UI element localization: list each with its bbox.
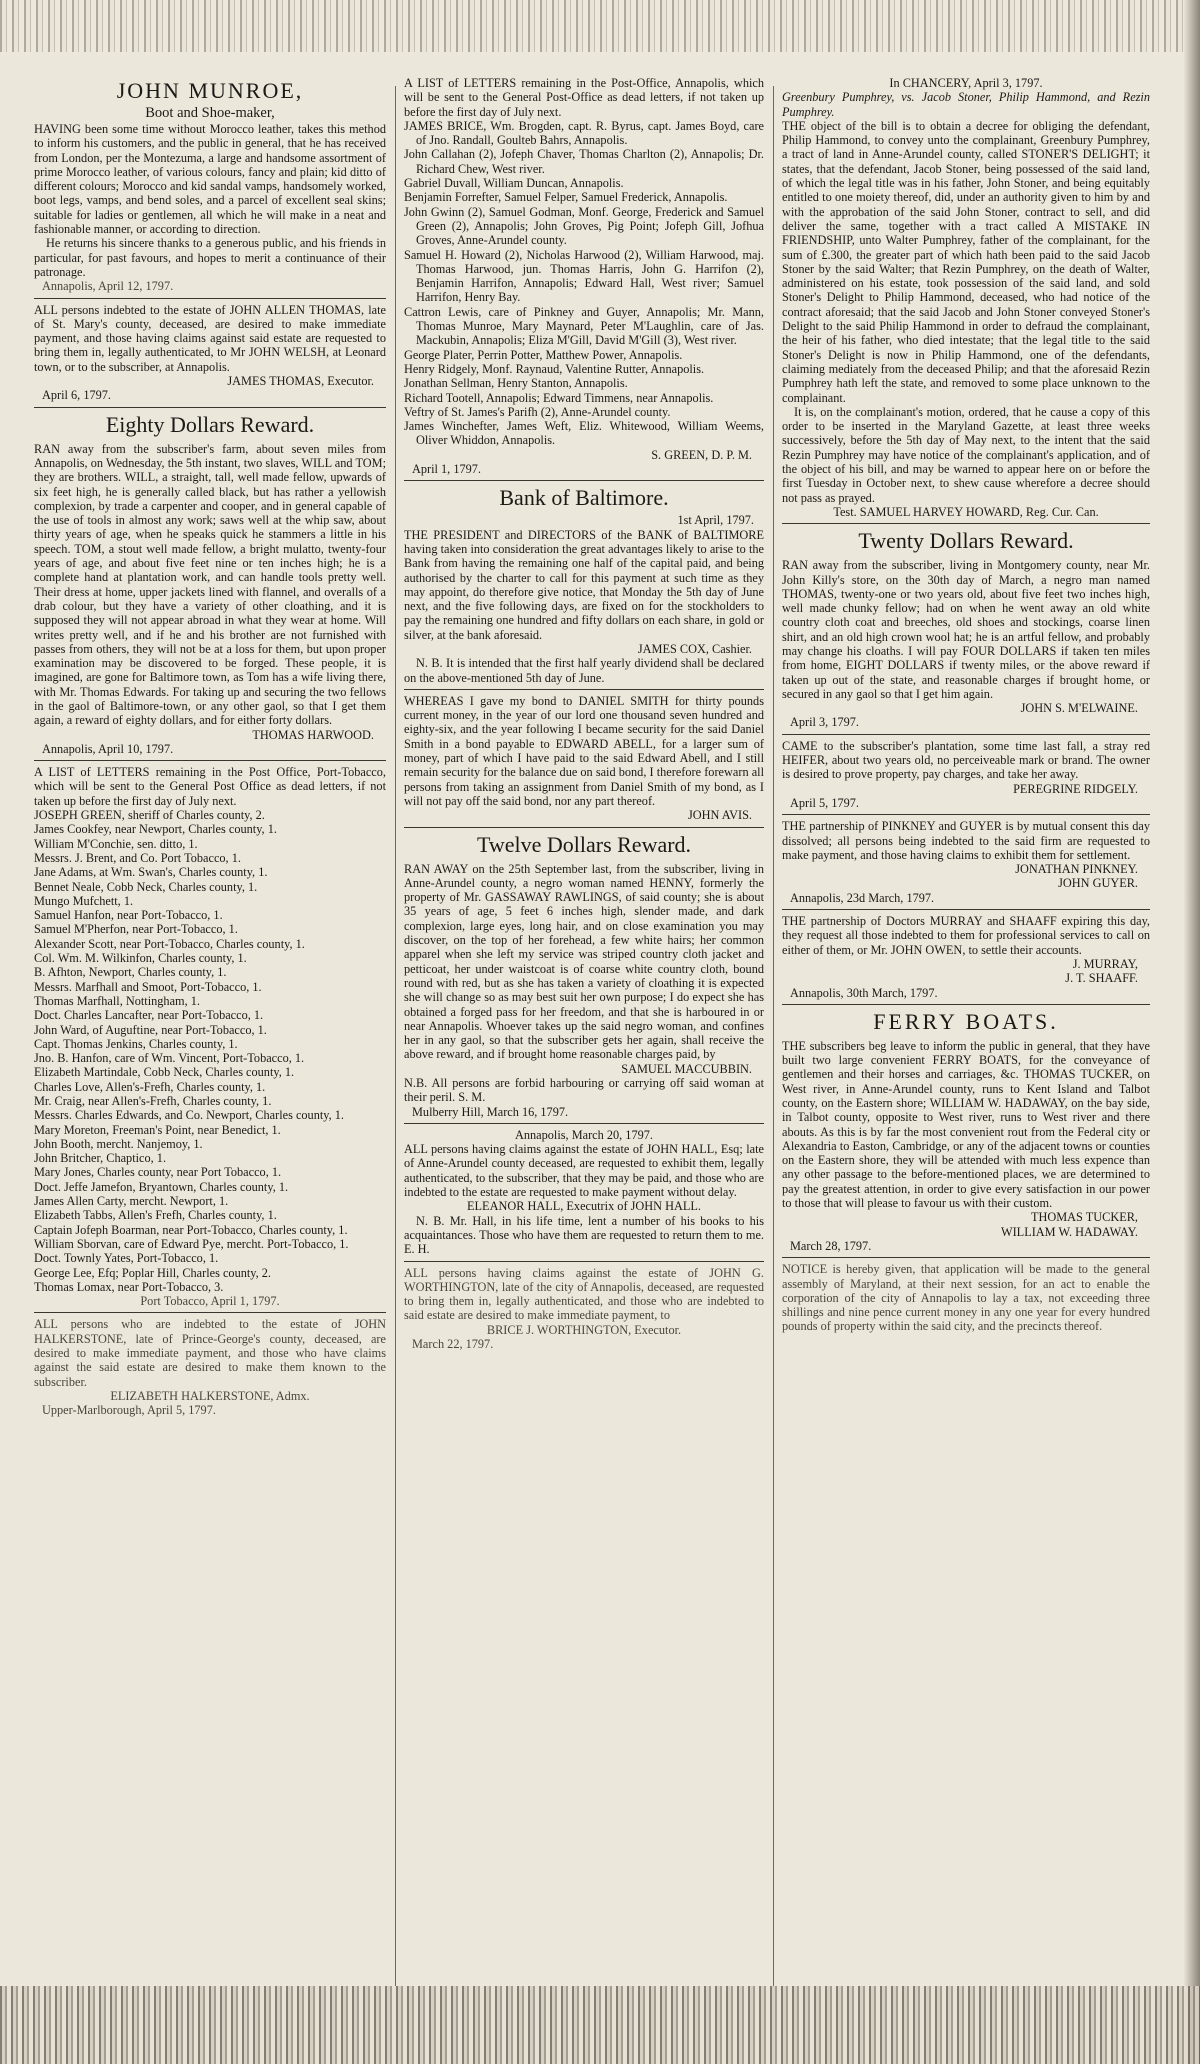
letter-list-item: Samuel H. Howard (2), Nicholas Harwood (2), William Harwood, maj. Thomas Harwood, jun. Thomas Harris, John G. Harrifon (2), Benjamin Harrifon, Annapolis; Edward Hall, West river; Samuel Harrifon, Henry Bay. [404, 247, 764, 305]
munroe-body: HAVING been some time without Morocco leather, takes this method to inform his customers, and the public in general, that he has received from London, per the Montezuma, a large and handsome assortment of prime Morocco leather, of various colours, fancy and plain; kid ditto of different colours; Morocco and kid sandal vamps, handsomely worked, boot legs, vamps, and bend soles, and a parcel of excellent seal skins; suitable for ladies or gentlemen, all which he will make in a neat and fashionable manner, or according to direction. [34, 122, 386, 237]
twelve-dollars-signer: SAMUEL MACCUBBIN. [621, 1061, 752, 1076]
separator [782, 1257, 1150, 1258]
munroe-date: Annapolis, April 12, 1797. [42, 279, 174, 294]
eighty-dollars-signer: THOMAS HARWOOD. [252, 727, 374, 742]
twelve-dollars-date: Mulberry Hill, March 16, 1797. [412, 1104, 569, 1119]
letter-list-item: Bennet Neale, Cobb Neck, Charles county, 1. [34, 879, 258, 894]
letter-list-item: James Allen Carty, mercht. Newport, 1. [34, 1194, 229, 1209]
chancery-parties: Greenbury Pumphrey, vs. Jacob Stoner, Philip Hammond, and Rezin Pumphrey. [782, 90, 1150, 119]
shaaff-signer: J. T. SHAAFF. [1065, 971, 1138, 986]
eighty-dollars-body: RAN away from the subscriber's farm, about seven miles from Annapolis, on Wednesday, the 5th instant, two slaves, WILL and TOM; they are brothers. WILL, a straight, tall, well made fellow, upwards of six feet high, he is generally called black, but has rather a yellowish complexion, by trade a carpenter and cooper, and in general capable of the use of tools in almost any work; saws well at the whip saw, about thirty years of age, when he speaks quick he stammers a little in his speech. TOM, a stout well made fellow, a bright mulatto, twenty-four years of age, and about five feet nine or ten inches high; he is a complete hand at plantation work, and can handle tools pretty well. Their dress at home, upper jackets lined with flannel, and overalls of a drab colour, but they have a variety of other cloathing, and it is supposed they will not appear abroad in what they wear at home. Will writes pretty well, and if he and his brother are not furnished with passes from others, they will not be at a loss for them, but upon proper examination may be discovered to be forged. These people, it is imagined, are gone for Baltimore town, as Tom has a wife living there, with Mr. Thomas Edwards. For taking up and securing the two fellows in the gaol of Baltimore-town, or any other gaol, so that I get them again, a reward of eighty dollars, and for either forty dollars. [34, 441, 386, 728]
separator [782, 814, 1150, 815]
munroe-body-2: He returns his sincere thanks to a generous public, and his friends in particular, for past favours, and hopes to merit a continuance of their patronage. [34, 236, 386, 279]
column-rule [773, 86, 774, 1986]
heifer-date: April 5, 1797. [790, 795, 859, 810]
letter-list-item: John Gwinn (2), Samuel Godman, Monf. George, Frederick and Samuel Green (2), Annapolis; John Groves, Pig Point; Jofeph Gill, Jofhua Groves, Anne-Arundel county. [404, 204, 764, 248]
worthington-body: ALL persons having claims against the estate of JOHN G. WORTHINGTON, late of the city of Annapolis, deceased, are requested to bring them in, legally authenticated, and those who are indebted to said estate are desired to make immediate payment, to [404, 1265, 764, 1323]
letter-list-item: William M'Conchie, sen. ditto, 1. [34, 836, 198, 851]
letter-list-item: Thomas Lomax, near Port-Tobacco, 3. [34, 1279, 224, 1294]
letter-list-item: Jonathan Sellman, Henry Stanton, Annapolis. [404, 376, 628, 391]
bank-date: 1st April, 1797. [677, 513, 754, 528]
separator [404, 827, 764, 828]
heifer-ad [782, 739, 1150, 810]
worthington-date: March 22, 1797. [412, 1337, 494, 1352]
letter-list-item: Alexander Scott, near Port-Tobacco, Charles county, 1. [34, 936, 305, 951]
separator [404, 1123, 764, 1124]
letter-list-item: John Callahan (2), Jofeph Chaver, Thomas Charlton (2), Annapolis; Dr. Richard Chew, West river. [404, 147, 764, 176]
eighty-dollars-title: Eighty Dollars Reward. [105, 411, 315, 437]
pinkney-guyer-body: THE partnership of PINKNEY and GUYER is by mutual consent this day dissolved; all persons being indebted to the said firm are requested to make payment, and those having claims to exhibit them for settlement. [782, 819, 1150, 862]
thomas-estate-body: ALL persons indebted to the estate of JOHN ALLEN THOMAS, late of St. Mary's county, deceased, are desired to make immediate payment, and those having claims against said estate are requested to bring them in, legally authenticated, to Mr JOHN WELSH, at Leonard town, or to the subscriber, at Annapolis. [34, 302, 386, 374]
thomas-estate-signer: JAMES THOMAS, Executor. [227, 374, 374, 389]
letter-list-item: Jno. B. Hanfon, care of Wm. Vincent, Port-Tobacco, 1. [34, 1051, 305, 1066]
hall-nb-signer: E. H. [404, 1242, 430, 1257]
letter-list-item: Thomas Marfhall, Nottingham, 1. [34, 993, 200, 1008]
twelve-dollars-nb [404, 1076, 764, 1105]
heifer-body: CAME to the subscriber's plantation, some time last fall, a stray red HEIFER, about two years old, no perceiveable mark or brand. The owner is desired to prove property, pay charges, and take her away. [782, 738, 1150, 782]
annapolis-letters-signer: S. GREEN, D. P. M. [651, 447, 752, 462]
tucker-signer: THOMAS TUCKER, [1030, 1210, 1138, 1225]
letter-list-item: Doct. Charles Lancafter, near Port-Tobacco, 1. [34, 1008, 264, 1023]
notice-ad [782, 1262, 1150, 1333]
letter-list-item: Gabriel Duvall, William Duncan, Annapolis. [404, 176, 624, 191]
port-tobacco-letters-intro: A LIST of LETTERS remaining in the Post Office, Port-Tobacco, which will be sent to the General Post Office as dead letters, if not taken up before the first day of July next. [34, 765, 386, 808]
ferry-boats-ad [782, 1009, 1150, 1253]
letter-list-item: Benjamin Forrefter, Samuel Felper, Samuel Frederick, Annapolis. [404, 190, 728, 205]
letter-list-item: Elizabeth Martindale, Cobb Neck, Charles county, 1. [34, 1065, 295, 1080]
annapolis-letters-list [404, 119, 764, 448]
murray-shaaff-ad [782, 914, 1150, 1000]
port-tobacco-letters-date: Port Tobacco, April 1, 1797. [140, 1294, 280, 1309]
murray-shaaff-date: Annapolis, 30th March, 1797. [790, 985, 938, 1000]
chancery-signer: Test. SAMUEL HARVEY HOWARD, Reg. Cur. Can. [833, 504, 1099, 519]
thomas-estate-date: April 6, 1797. [42, 388, 111, 403]
halkerstone-body: ALL persons who are indebted to the estate of JOHN HALKERSTONE, late of Prince-George's county, deceased, are desired to make immediate payment, and those who have claims against the said estate are desired to make them known to the subscriber. [34, 1317, 386, 1389]
murray-shaaff-body: THE partnership of Doctors MURRAY and SHAAFF expiring this day, they request all those indebted to them for professional services to call on either of them, or Mr. JOHN OWEN, to settle their accounts. [782, 914, 1150, 957]
twelve-dollars-nb-text: N.B. All persons are forbid harbouring or carrying off said woman at their peril. [404, 1076, 764, 1105]
twenty-dollars-ad [782, 528, 1150, 730]
eighty-dollars-date: Annapolis, April 10, 1797. [42, 741, 174, 756]
separator [782, 909, 1150, 910]
bank-title: Bank of Baltimore. [499, 485, 669, 511]
letter-list-item: JAMES BRICE, Wm. Brogden, capt. R. Byrus, capt. James Boyd, care of Jno. Randall, Goulteb Bahrs, Annapolis. [404, 118, 764, 148]
letter-list-item: James Cookfey, near Newport, Charles county, 1. [34, 822, 277, 837]
eighty-dollars-ad [34, 412, 386, 757]
separator [404, 689, 764, 690]
pinkney-guyer-ad [782, 819, 1150, 905]
separator [34, 1312, 386, 1313]
separator [34, 298, 386, 299]
ferry-boats-body: THE subscribers beg leave to inform the public in general, that they have built two large convenient FERRY BOATS, for the conveyance of gentlemen and their horses and carriages, &c. THOMAS TUCKER, on West river, in Anne-Arundel county, runs to Kent Island and Talbot county, on the Eastern shore; WILLIAM W. HADAWAY, on the bay side, in Talbot county, opposite to West river, runs to West river and there abouts. As this is by far the most convenient rout from the Federal city or Alexandria to Easton, Cambridge, or any of the adjacent towns or counties on the Eastern shore, they will be attended with much less expence than any other passage to the before-mentioned places, we are determined to pay the greatest attention, in order to give every satisfaction in our power to those that will please to favour us with their custom. [782, 1038, 1150, 1211]
bank-ad [404, 485, 764, 685]
separator [782, 734, 1150, 735]
letter-list-item: Samuel M'Pherfon, near Port-Tobacco, 1. [34, 922, 238, 937]
letter-list-item: Henry Ridgely, Monf. Raynaud, Valentine Rutter, Annapolis. [404, 361, 705, 376]
guyer-signer: JOHN GUYER. [1058, 876, 1138, 891]
letter-list-item: Mary Moreton, Freeman's Point, near Benedict, 1. [34, 1122, 281, 1137]
letter-list-item: Messrs. Charles Edwards, and Co. Newport, Charles county, 1. [34, 1108, 344, 1123]
column-right [782, 76, 1150, 1338]
murray-signer: J. MURRAY, [1072, 956, 1138, 971]
hall-nb [404, 1214, 764, 1257]
thomas-estate-ad [34, 303, 386, 403]
chancery-ad [782, 76, 1150, 519]
avis-signer: JOHN AVIS. [687, 808, 752, 823]
hall-date: Annapolis, March 20, 1797. [515, 1127, 653, 1142]
letter-list-item: Mr. Craig, near Allen's-Frefh, Charles county, 1. [34, 1094, 272, 1108]
halkerstone-ad [34, 1317, 386, 1417]
munroe-subtitle: Boot and Shoe-maker, [145, 105, 275, 121]
letter-list-item: Charles Love, Allen's-Frefh, Charles county, 1. [34, 1079, 266, 1094]
twenty-dollars-signer: JOHN S. M'ELWAINE. [1020, 701, 1138, 716]
letter-list-item: Doct. Jeffe Jamefon, Bryantown, Charles county, 1. [34, 1179, 289, 1194]
letter-list-item: Col. Wm. M. Wilkinfon, Charles county, 1. [34, 951, 247, 966]
letter-list-item: Messrs. J. Brent, and Co. Port Tobacco, 1. [34, 850, 241, 865]
page-edge-shadow [1184, 0, 1200, 2064]
notice-body: NOTICE is hereby given, that application will be made to the general assembly of Maryland, at their next session, for an act to enable the corporation of the city of Annapolis to lay a tax, not exceeding three shillings and nine pence current money in any one year for every hundred pounds of property within the said city, and the precincts thereof. [782, 1262, 1150, 1334]
pinkney-signer: JONATHAN PINKNEY. [1015, 862, 1138, 877]
twelve-dollars-body: RAN AWAY on the 25th September last, from the subscriber, living in Anne-Arundel county, a negro woman named HENNY, formerly the property of Mr. GASSAWAY RAWLINGS, of said county; she is about 35 years of age, 5 feet 6 inches high, slender made, and dark complexion, large eyes, long hair, and on close examination you may discover, on the top of her forehead, a few white hairs; her common apparel when she left my service was striped country cloth jacket and petticoat, her under waistcoat is of coarse white country cloth, bound round with red, but as she has taken a variety of cloathing it is expected she will change so as may best suit her own purpose; I do expect she has obtained a forged pass for her freedom, and that she is harboured in or near Annapolis. Whoever takes up the said negro woman, and confines her in any gaol, so that the subscriber gets her again, shall receive the above reward, and if brought home reasonable charges paid, by [404, 861, 764, 1062]
letter-list-item: Mary Jones, Charles county, near Port Tobacco, 1. [34, 1165, 282, 1180]
letter-list-item: James Winchefter, James Weft, Eliz. Whitewood, William Weems, Oliver Whiddon, Annapolis. [404, 419, 764, 448]
hall-signer: ELEANOR HALL, Executrix of JOHN HALL. [467, 1199, 701, 1214]
separator [34, 760, 386, 761]
annapolis-letters [404, 76, 764, 476]
chancery-body-2: It is, on the complainant's motion, ordered, that he cause a copy of this order to be inserted in the Maryland Gazette, at least three weeks successively, before the 5th day of May next, to the intent that the said Rezin Pumphrey may have notice of the complainant's application, and of the object of his bill, and may be warned to appear here on or before the first Tuesday in October next, to shew cause wherefore a decree should not pass as prayed. [782, 404, 1150, 505]
twenty-dollars-title: Twenty Dollars Reward. [858, 528, 1074, 554]
twenty-dollars-body: RAN away from the subscriber, living in Montgomery county, near Mr. John Killy's store, on the 30th day of March, a negro man named THOMAS, twenty-one or two years old, about five feet two inches high, well made chunky fellow; had on when he went away an old white country cloth coat and breeches, old shoes and stockings, coarse linen shirt, and an old high crown wool hat; he is an artful fellow, and probably may change his cloaths. I will pay FOUR DOLLARS if taken ten miles from home, EIGHT DOLLARS if twenty miles, or the above reward if taken up out of the state, and reasonable charges if brought home, or secured in any gaol so that I get him again. [782, 558, 1150, 701]
letter-list-item: JOSEPH GREEN, sheriff of Charles county, 2. [34, 808, 265, 823]
letter-list-item: John Booth, mercht. Nanjemoy, 1. [34, 1136, 203, 1151]
column-rule [395, 86, 396, 1986]
separator [404, 1261, 764, 1262]
ferry-boats-date: March 28, 1797. [790, 1238, 872, 1253]
port-tobacco-letters-list [34, 808, 386, 1294]
separator [782, 1004, 1150, 1005]
ferry-boats-title: FERRY BOATS. [873, 1008, 1059, 1034]
hall-nb-text: N. B. Mr. Hall, in his life time, lent a number of his books to his acquaintances. Those who have them are requested to return them to me. [404, 1213, 764, 1242]
annapolis-letters-date: April 1, 1797. [412, 462, 481, 477]
letter-list-item: Cattron Lewis, care of Pinkney and Guyer, Annapolis; Mr. Mann, Thomas Munroe, Mary Maynard, Peter M'Laughlin, care of Jas. Mackubin, Annapolis; Eliza M'Gill, David M'Gill (3), West river. [404, 304, 764, 348]
twelve-dollars-nb-signer: S. M. [458, 1090, 486, 1105]
column-left [34, 76, 386, 1422]
munroe-ad [34, 78, 386, 294]
letter-list-item: Elizabeth Tabbs, Allen's Frefh, Charles county, 1. [34, 1208, 277, 1223]
letter-list-item: Doct. Townly Yates, Port-Tobacco, 1. [34, 1251, 219, 1266]
hall-body: ALL persons having claims against the estate of JOHN HALL, Esq; late of Anne-Arundel county deceased, are requested to exhibit them, legally authenticated, to the subscriber, that they may be paid, and those who are indebted to the estate are requested to make payment without delay. [404, 1142, 764, 1200]
chancery-heading: In CHANCERY, April 3, 1797. [889, 76, 1043, 90]
annapolis-letters-intro: A LIST of LETTERS remaining in the Post-Office, Annapolis, which will be sent to the General Post-Office as dead letters, if not taken up before the first day of July next. [404, 76, 764, 119]
worthington-signer: BRICE J. WORTHINGTON, Executor. [486, 1322, 682, 1337]
heifer-signer: PEREGRINE RIDGELY. [1013, 781, 1138, 796]
avis-body: WHEREAS I gave my bond to DANIEL SMITH for thirty pounds current money, in the year of our lord one thousand seven hundred and eighty-six, and the year following I became security for the said Daniel Smith in a bond payable to EDWARD ABELL, for a larger sum of money, part of which I have paid to the said Edward Abell, and I still remain security for the balance due on said bond, I therefore forewarn all persons from taking an assignment from Daniel Smith of my bond, as I will not pay off the said bond, nor any part thereof. [404, 693, 764, 808]
separator [782, 523, 1150, 524]
munroe-title: JOHN MUNROE, [116, 78, 304, 103]
halkerstone-signer: ELIZABETH HALKERSTONE, Admx. [110, 1388, 310, 1403]
bank-nb: N. B. It is intended that the first half yearly dividend shall be declared on the above-mentioned 5th day of June. [404, 656, 764, 685]
letter-list-item: Veftry of St. James's Parifh (2), Anne-Arundel county. [404, 404, 671, 419]
twenty-dollars-date: April 3, 1797. [790, 715, 859, 730]
avis-ad [404, 694, 764, 823]
letter-list-item: John Britcher, Chaptico, 1. [34, 1151, 167, 1166]
scan-noise-bottom [0, 1986, 1200, 2064]
separator [404, 480, 764, 481]
bank-body: THE PRESIDENT and DIRECTORS of the BANK of BALTIMORE having taken into consideration the great advantages likely to arise to the Bank from having the remaining one half of the capital paid, and being authorised by the charter to call for this payment at such time as they may appoint, do therefore give notice, that Monday the 5th day of June next, and the five following days, are fixed on for the stockholders to pay the remaining one hundred and fifty dollars on each share, in gold or silver, at the bank aforesaid. [404, 527, 764, 642]
hadaway-signer: WILLIAM W. HADAWAY. [1000, 1224, 1138, 1239]
letter-list-item: John Ward, of Auguftine, near Port-Tobacco, 1. [34, 1022, 267, 1037]
letter-list-item: B. Afhton, Newport, Charles county, 1. [34, 965, 227, 980]
bank-signer: JAMES COX, Cashier. [637, 641, 752, 656]
port-tobacco-letters [34, 765, 386, 1308]
letter-list-item: George Lee, Efq; Poplar Hill, Charles county, 2. [34, 1265, 271, 1280]
twelve-dollars-ad [404, 832, 764, 1119]
letter-list-item: Capt. Thomas Jenkins, Charles county, 1. [34, 1036, 238, 1051]
halkerstone-date: Upper-Marlborough, April 5, 1797. [42, 1403, 216, 1418]
column-middle [404, 76, 764, 1355]
letter-list-item: Richard Tootell, Annapolis; Edward Timmens, near Annapolis. [404, 390, 714, 405]
letter-list-item: Captain Jofeph Boarman, near Port-Tobacco, Charles county, 1. [34, 1222, 348, 1237]
letter-list-item: William Sborvan, care of Edward Pye, mercht. Port-Tobacco, 1. [34, 1236, 349, 1251]
letter-list-item: Samuel Hanfon, near Port-Tobacco, 1. [34, 908, 223, 923]
separator [34, 407, 386, 408]
letter-list-item: Jane Adams, at Wm. Swan's, Charles county, 1. [34, 865, 268, 880]
scan-noise-top [0, 0, 1200, 52]
letter-list-item: George Plater, Perrin Potter, Matthew Power, Annapolis. [404, 347, 683, 362]
hall-ad [404, 1128, 764, 1257]
worthington-ad [404, 1266, 764, 1352]
pinkney-guyer-date: Annapolis, 23d March, 1797. [790, 890, 935, 905]
chancery-body: THE object of the bill is to obtain a decree for obliging the defendant, Philip Hammond, to convey unto the complainant, Greenbury Pumphrey, a tract of land in Anne-Arundel county, called STONER'S DELIGHT; it states, that the defendant, Jacob Stoner, being possessed of the said land, of which the legal title was in his father, John Stoner, and being equitably entitled to one moiety thereof, did, under an authority given to him by and with the approbation of the said John Stoner, contract to sell, and did deliver the same, together with a tract called A MISTAKE IN FRIENDSHIP, unto Walter Pumphrey, father of the complainant, for the sum of £.300, the greater part of which hath been paid to the said Jacob Stoner by the said Walter; that Rezin Pumphrey, on the death of Walter, administered on his estate, took possession of the said land, and sold Stoner's Delight to Philip Hammond, deceased, who had notice of the contract aforesaid; that the said Jacob and John Stoner conveyed Stoner's Delight to the said Philip Hammond in order to defraud the complainant, the heir of his father, who died intestate; that the legal title to the said Stoner's Delight is now in Philip Hammond, one of the defendants, claiming mediately from the deceased Philip; and that the aforesaid Rezin Pumphrey hath left the state, and removed to some place unknown to the complainant. [782, 118, 1150, 405]
letter-list-item: Messrs. Marfhall and Smoot, Port-Tobacco, 1. [34, 979, 262, 994]
twelve-dollars-title: Twelve Dollars Reward. [476, 831, 692, 857]
letter-list-item: Mungo Mufchett, 1. [34, 893, 134, 908]
